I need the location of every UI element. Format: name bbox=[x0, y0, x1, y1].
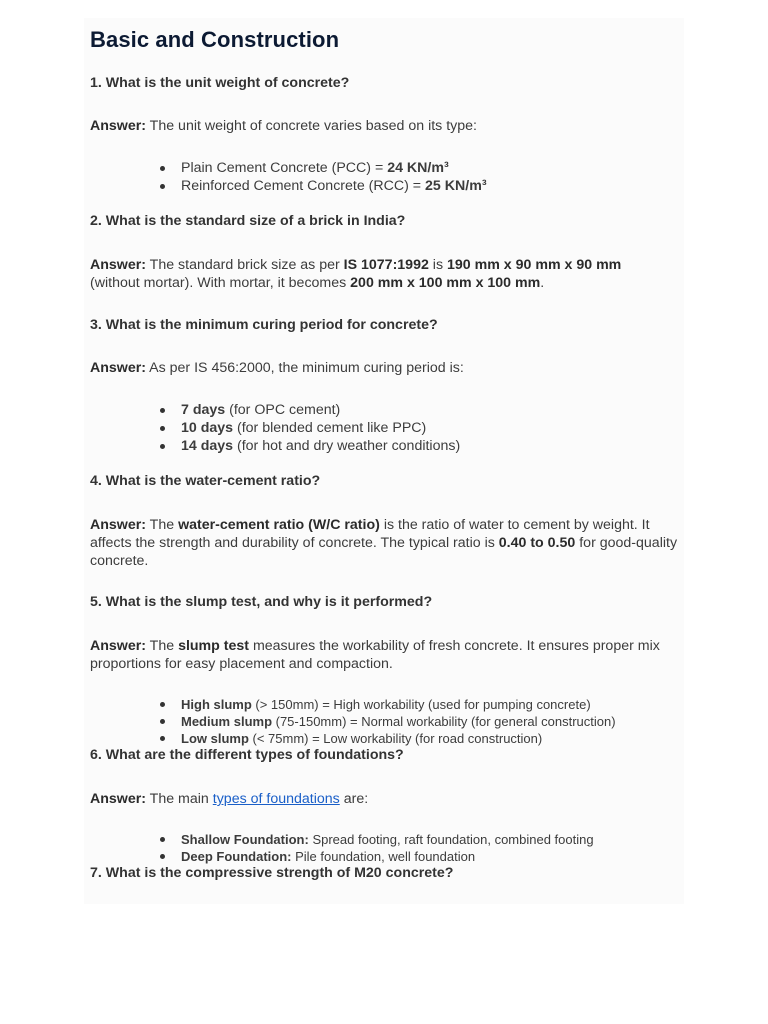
list-item-text: (for OPC cement) bbox=[225, 402, 341, 418]
answer-2-text: . bbox=[540, 275, 545, 291]
list-item-text: Pile foundation, well foundation bbox=[291, 849, 476, 864]
list-item-term: High slump bbox=[181, 697, 252, 712]
answer-1-list bbox=[158, 159, 487, 195]
answer-1 bbox=[90, 117, 680, 135]
answer-2-text: The standard brick size as per bbox=[149, 257, 344, 273]
answer-1-text: The unit weight of concrete varies based on its type: bbox=[149, 118, 477, 134]
question-6: 6. What are the different types of foundations? bbox=[90, 747, 404, 763]
answer-2 bbox=[90, 256, 630, 292]
answer-6 bbox=[90, 790, 680, 808]
answer-3 bbox=[90, 359, 680, 377]
answer-4-term: water-cement ratio (W/C ratio) bbox=[178, 517, 380, 533]
question-2: 2. What is the standard size of a brick in India? bbox=[90, 213, 406, 229]
list-item-text: Plain Cement Concrete (PCC) = bbox=[181, 160, 388, 176]
list-item bbox=[158, 401, 460, 419]
list-item-text: (75-150mm) = Normal workability (for general construction) bbox=[272, 714, 616, 729]
answer-3-text: As per IS 456:2000, the minimum curing period is: bbox=[149, 360, 464, 376]
answer-6-list bbox=[158, 831, 594, 865]
question-7: 7. What is the compressive strength of M20 concrete? bbox=[90, 865, 454, 881]
answer-label: Answer: bbox=[90, 517, 146, 533]
list-item-value: 25 KN/m³ bbox=[425, 178, 487, 194]
answer-2-size: 190 mm x 90 mm x 90 mm bbox=[447, 257, 622, 273]
list-item-text: (> 150mm) = High workability (used for pumping concrete) bbox=[251, 697, 591, 712]
answer-5-text: The bbox=[149, 638, 179, 654]
list-item bbox=[158, 730, 616, 747]
answer-4-text: for good-quality concrete. bbox=[90, 535, 678, 569]
list-item bbox=[158, 696, 616, 713]
answer-label: Answer: bbox=[90, 638, 146, 654]
answer-label: Answer: bbox=[90, 257, 146, 273]
answer-label: Answer: bbox=[90, 360, 146, 376]
list-item-term: 7 days bbox=[181, 402, 226, 418]
list-item-text: Reinforced Cement Concrete (RCC) = bbox=[181, 178, 426, 194]
list-item-term: Deep Foundation: bbox=[181, 849, 292, 864]
list-item-term: 10 days bbox=[181, 420, 234, 436]
list-item-text: Spread footing, raft foundation, combined footing bbox=[308, 832, 594, 847]
list-item bbox=[158, 437, 460, 455]
list-item-term: Low slump bbox=[181, 731, 249, 746]
answer-5 bbox=[90, 637, 680, 673]
answer-6-text: The main bbox=[149, 791, 213, 807]
list-item bbox=[158, 848, 594, 865]
list-item bbox=[158, 419, 460, 437]
list-item bbox=[158, 713, 616, 730]
list-item-term: Shallow Foundation: bbox=[181, 832, 309, 847]
list-item-value: 24 KN/m³ bbox=[387, 160, 449, 176]
answer-2-size-mortar: 200 mm x 100 mm x 100 mm bbox=[350, 275, 541, 291]
answer-4-text: is the ratio of water to cement by weight. It affects the strength and durability of concrete. The typical ratio is bbox=[90, 517, 650, 551]
list-item-term: 14 days bbox=[181, 438, 234, 454]
question-4: 4. What is the water-cement ratio? bbox=[90, 473, 321, 489]
answer-5-list bbox=[158, 696, 616, 747]
list-item-term: Medium slump bbox=[181, 714, 273, 729]
question-5: 5. What is the slump test, and why is it performed? bbox=[90, 594, 433, 610]
question-3: 3. What is the minimum curing period for concrete? bbox=[90, 317, 438, 333]
list-item-text: (for hot and dry weather conditions) bbox=[233, 438, 461, 454]
answer-4 bbox=[90, 516, 680, 570]
answer-2-text: (without mortar). With mortar, it becomes bbox=[90, 275, 351, 291]
answer-2-standard: IS 1077:1992 bbox=[343, 257, 429, 273]
answer-6-text: are: bbox=[339, 791, 369, 807]
page-title: Basic and Construction bbox=[90, 27, 340, 52]
question-1: 1. What is the unit weight of concrete? bbox=[90, 75, 350, 91]
answer-label: Answer: bbox=[90, 118, 146, 134]
answer-3-list bbox=[158, 401, 460, 455]
answer-label: Answer: bbox=[90, 791, 146, 807]
answer-2-text: is bbox=[428, 257, 447, 273]
list-item bbox=[158, 177, 487, 195]
list-item-text: (for blended cement like PPC) bbox=[233, 420, 427, 436]
content-panel bbox=[84, 18, 684, 904]
answer-5-term: slump test bbox=[178, 638, 250, 654]
answer-4-text: The bbox=[149, 517, 179, 533]
answer-5-text: measures the workability of fresh concrete. It ensures proper mix proportions for easy placement and compaction. bbox=[90, 638, 660, 672]
list-item bbox=[158, 159, 487, 177]
list-item bbox=[158, 831, 594, 848]
types-of-foundations-link[interactable]: types of foundations bbox=[212, 791, 340, 807]
answer-4-ratio: 0.40 to 0.50 bbox=[498, 535, 576, 551]
list-item-text: (< 75mm) = Low workability (for road construction) bbox=[248, 731, 543, 746]
